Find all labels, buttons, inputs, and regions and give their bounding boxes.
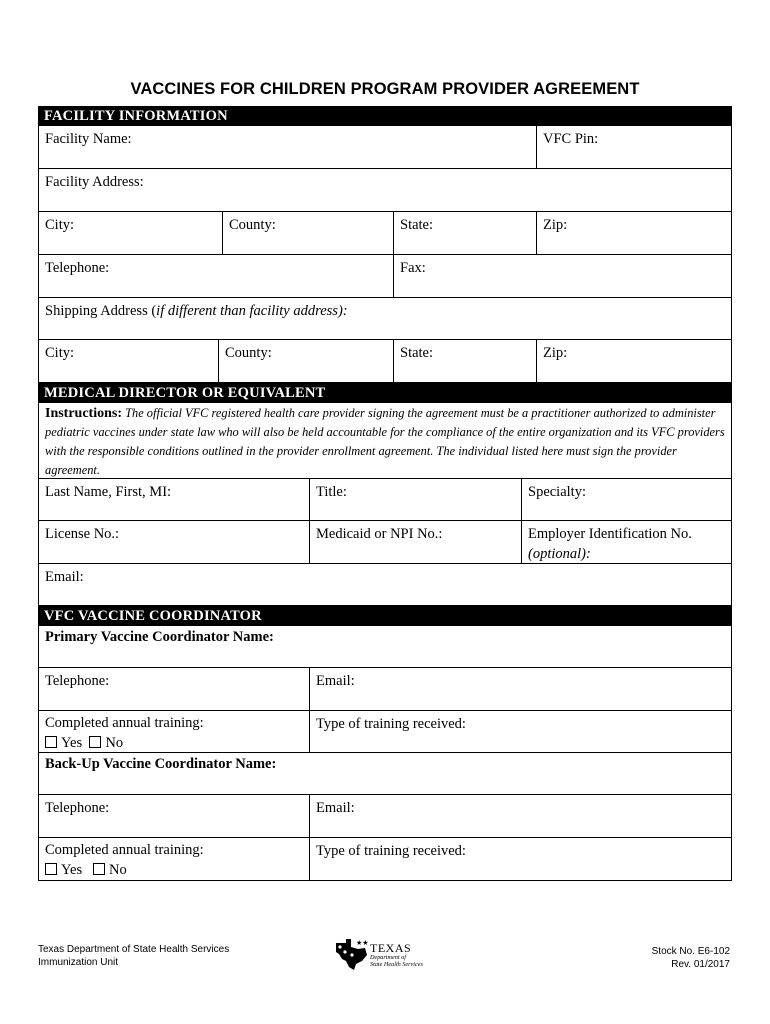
last-name-field[interactable]: Last Name, First, MI: [45,484,172,500]
medicaid-npi-field[interactable]: Medicaid or NPI No.: [309,521,521,563]
page-title: VACCINES FOR CHILDREN PROGRAM PROVIDER AGREEMENT [130,80,640,98]
title-field[interactable]: Title: [309,479,521,520]
texas-state-icon [334,937,370,971]
instructions-text: Instructions: The official VFC registered health care provider signing the agreement must be a practitioner authorized to administer pediatric vaccines under state law who will also be held accountable for the compliance of the entire organization and its VFC providers with the responsible conditions outlined in the provider enrollment agreement. The individual listed here must sign the provider agreement. [38,403,732,479]
director-email-field[interactable]: Email: [45,569,84,585]
facility-name-row [38,126,732,169]
yes-checkbox[interactable] [45,736,57,748]
primary-training-field: Completed annual training: Yes No [45,715,204,751]
backup-email-field[interactable]: Email: [309,795,731,837]
backup-contact-row [38,795,732,838]
shipping-city-row [38,340,732,383]
facility-phone-row [38,255,732,298]
backup-yes-checkbox[interactable] [45,863,57,875]
director-email-row [38,564,732,606]
shipping-address-row [38,298,732,340]
county-field[interactable]: County: [222,212,393,254]
footer-stock-info: Stock No. E6-102 Rev. 01/2017 [651,946,730,970]
backup-telephone-field[interactable]: Telephone: [45,800,110,816]
primary-training-row [38,711,732,753]
vfc-pin-field[interactable]: VFC Pin: [536,126,731,168]
footer-department: Texas Department of State Health Services Immunization Unit [38,944,230,968]
backup-training-row [38,838,732,881]
backup-coordinator-field[interactable]: Back-Up Vaccine Coordinator Name: [45,756,277,772]
shipping-state-field[interactable]: State: [393,340,536,382]
shipping-county-field[interactable]: County: [218,340,393,382]
primary-email-field[interactable]: Email: [309,668,731,710]
facility-section-header: FACILITY INFORMATION [38,106,732,126]
medical-section-header: MEDICAL DIRECTOR OR EQUIVALENT [38,383,732,403]
facility-address-row [38,169,732,212]
zip-field[interactable]: Zip: [536,212,731,254]
backup-training-type-field[interactable]: Type of training received: [309,838,731,880]
license-field[interactable]: License No.: [45,526,120,542]
facility-address-field[interactable]: Facility Address: [45,174,144,190]
shipping-address-field[interactable]: Shipping Address (if different than facility address): [45,303,348,319]
backup-coordinator-row [38,753,732,795]
primary-contact-row [38,668,732,711]
backup-no-checkbox[interactable] [93,863,105,875]
primary-coordinator-field[interactable]: Primary Vaccine Coordinator Name: [45,629,274,645]
specialty-field[interactable]: Specialty: [521,479,731,520]
primary-training-type-field[interactable]: Type of training received: [309,711,731,752]
facility-city-row [38,212,732,255]
texas-dshs-logo: ★★ TEXAS Department of State Health Services [334,937,434,971]
svg-text:★★: ★★ [356,939,369,947]
director-license-row [38,521,732,564]
shipping-city-field[interactable]: City: [45,345,75,361]
employer-id-field[interactable]: Employer Identification No. (optional): [521,521,731,563]
city-field[interactable]: City: [45,217,75,233]
no-checkbox[interactable] [89,736,101,748]
shipping-zip-field[interactable]: Zip: [536,340,731,382]
facility-name-field[interactable]: Facility Name: [45,131,132,147]
telephone-field[interactable]: Telephone: [45,260,110,276]
director-name-row [38,479,732,521]
provider-agreement-form [38,106,732,881]
primary-telephone-field[interactable]: Telephone: [45,673,110,689]
fax-field[interactable]: Fax: [393,255,731,297]
coordinator-section-header: VFC VACCINE COORDINATOR [38,606,732,626]
state-field[interactable]: State: [393,212,536,254]
primary-coordinator-row [38,626,732,668]
backup-training-field: Completed annual training: Yes No [45,842,204,878]
